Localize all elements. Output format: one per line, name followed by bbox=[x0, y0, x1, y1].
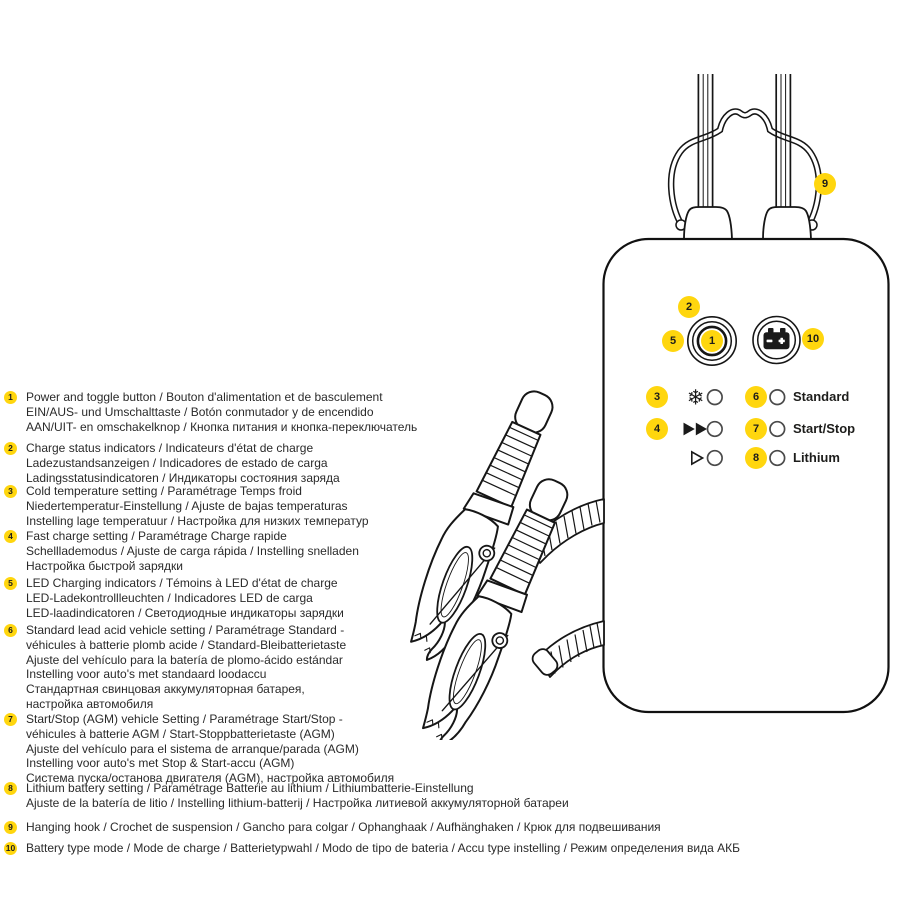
item-text: Lithium battery setting / Paramétrage Batterie au lithium / Lithiumbatterie-Einstellung Ajuste de la batería de litio / Instelling lithium-batterij / Настройка литиевой аккумуляторной батареи bbox=[26, 781, 569, 810]
item-number-badge: 10 bbox=[5, 843, 16, 853]
callout-2: 2 bbox=[678, 296, 700, 318]
battery-plus-v bbox=[780, 338, 783, 344]
item-text: Start/Stop (AGM) vehicle Setting / Paramétrage Start/Stop - véhicules à batterie AGM / Start-Stoppbatterietaste (AGM) Ajuste del vehículo para el sistema de arranque/parada (AGM) Instelling voor auto's met Stop & Start-accu (AGM) Система пуска/останова двигателя (AGM), настройка автомобиля bbox=[26, 712, 395, 786]
item-number-badge: 1 bbox=[4, 391, 17, 404]
item-number-badge: 5 bbox=[4, 577, 17, 590]
led-cold bbox=[708, 390, 723, 405]
callout-6: 6 bbox=[745, 386, 767, 408]
led-lithium bbox=[770, 451, 785, 466]
item-number-badge: 4 bbox=[4, 530, 17, 543]
led-fast-charge bbox=[708, 422, 723, 437]
power-cables bbox=[698, 74, 790, 208]
callout-9: 9 bbox=[814, 173, 836, 195]
mode-label-start-stop: Start/Stop bbox=[793, 421, 856, 436]
callout-10: 10 bbox=[802, 328, 824, 350]
battery-minus bbox=[767, 340, 773, 343]
callout-5: 5 bbox=[662, 330, 684, 352]
item-text: LED Charging indicators / Témoins à LED d'état de charge LED-Ladekontrollleuchten / Indicadores LED de carga LED-laadindicatoren / Светодиодные индикаторы зарядки bbox=[26, 576, 344, 620]
item-number-badge: 8 bbox=[4, 782, 17, 795]
item-number-badge: 3 bbox=[4, 485, 17, 498]
callout-3: 3 bbox=[646, 386, 668, 408]
cable-strain-reliefs bbox=[684, 207, 811, 239]
item-text: Standard lead acid vehicle setting / Paramétrage Standard - véhicules à batterie plomb acide / Standard-Bleibatterietaste Ajuste del vehículo para la batería de plomo-ácido estándar Instelling voor auto's met standaard loodaccu Стандартная свинцовая аккумуляторная батарея, настройка автомобиля bbox=[26, 623, 347, 711]
snowflake-icon: ❄ bbox=[686, 385, 705, 410]
callout-4: 4 bbox=[646, 418, 668, 440]
item-number-badge: 6 bbox=[4, 624, 17, 637]
mode-label-standard: Standard bbox=[793, 389, 850, 404]
callout-8: 8 bbox=[745, 447, 767, 469]
item-text: Cold temperature setting / Paramétrage Temps froid Niedertemperatur-Einstellung / Ajuste de bajas temperaturas Instelling lage temperatuur / Настройка для низких температур bbox=[26, 484, 369, 528]
led-start-stop bbox=[770, 422, 785, 437]
item-text: Fast charge setting / Paramétrage Charge rapide Schelllademodus / Ajuste de carga rápida / Instelling snelladen Настройка быстрой зарядки bbox=[26, 529, 359, 573]
item-text: Hanging hook / Crochet de suspension / Gancho para colgar / Ophanghaak / Aufhänghaken / Крюк для подвешивания bbox=[26, 820, 661, 834]
clamp-cable-lower bbox=[530, 621, 604, 678]
item-text: Charge status indicators / Indicateurs d'état de charge Ladezustandsanzeigen / Indicadores de estado de carga Ladingsstatusindicatoren / Индикаторы состояния заряда bbox=[26, 441, 340, 485]
callout-7: 7 bbox=[745, 418, 767, 440]
item-text: Power and toggle button / Bouton d'alimentation et de basculement EIN/AUS- und Umschalttaste / Botón conmutador y de encendido AAN/UIT- en omschakelknop / Кнопка питания и кнопка-переключатель bbox=[26, 390, 418, 434]
item-number-badge: 7 bbox=[4, 713, 17, 726]
item-text: Battery type mode / Mode de charge / Batterietypwahl / Modo de tipo de bateria / Accu type instelling / Режим определения вида АКБ bbox=[26, 841, 740, 855]
charger-body bbox=[604, 239, 889, 712]
led-normal-charge bbox=[708, 451, 723, 466]
led-standard bbox=[770, 390, 785, 405]
callout-1: 1 bbox=[701, 330, 723, 352]
item-number-badge: 2 bbox=[4, 442, 17, 455]
mode-label-lithium: Lithium bbox=[793, 450, 840, 465]
item-number-badge: 9 bbox=[4, 821, 17, 834]
